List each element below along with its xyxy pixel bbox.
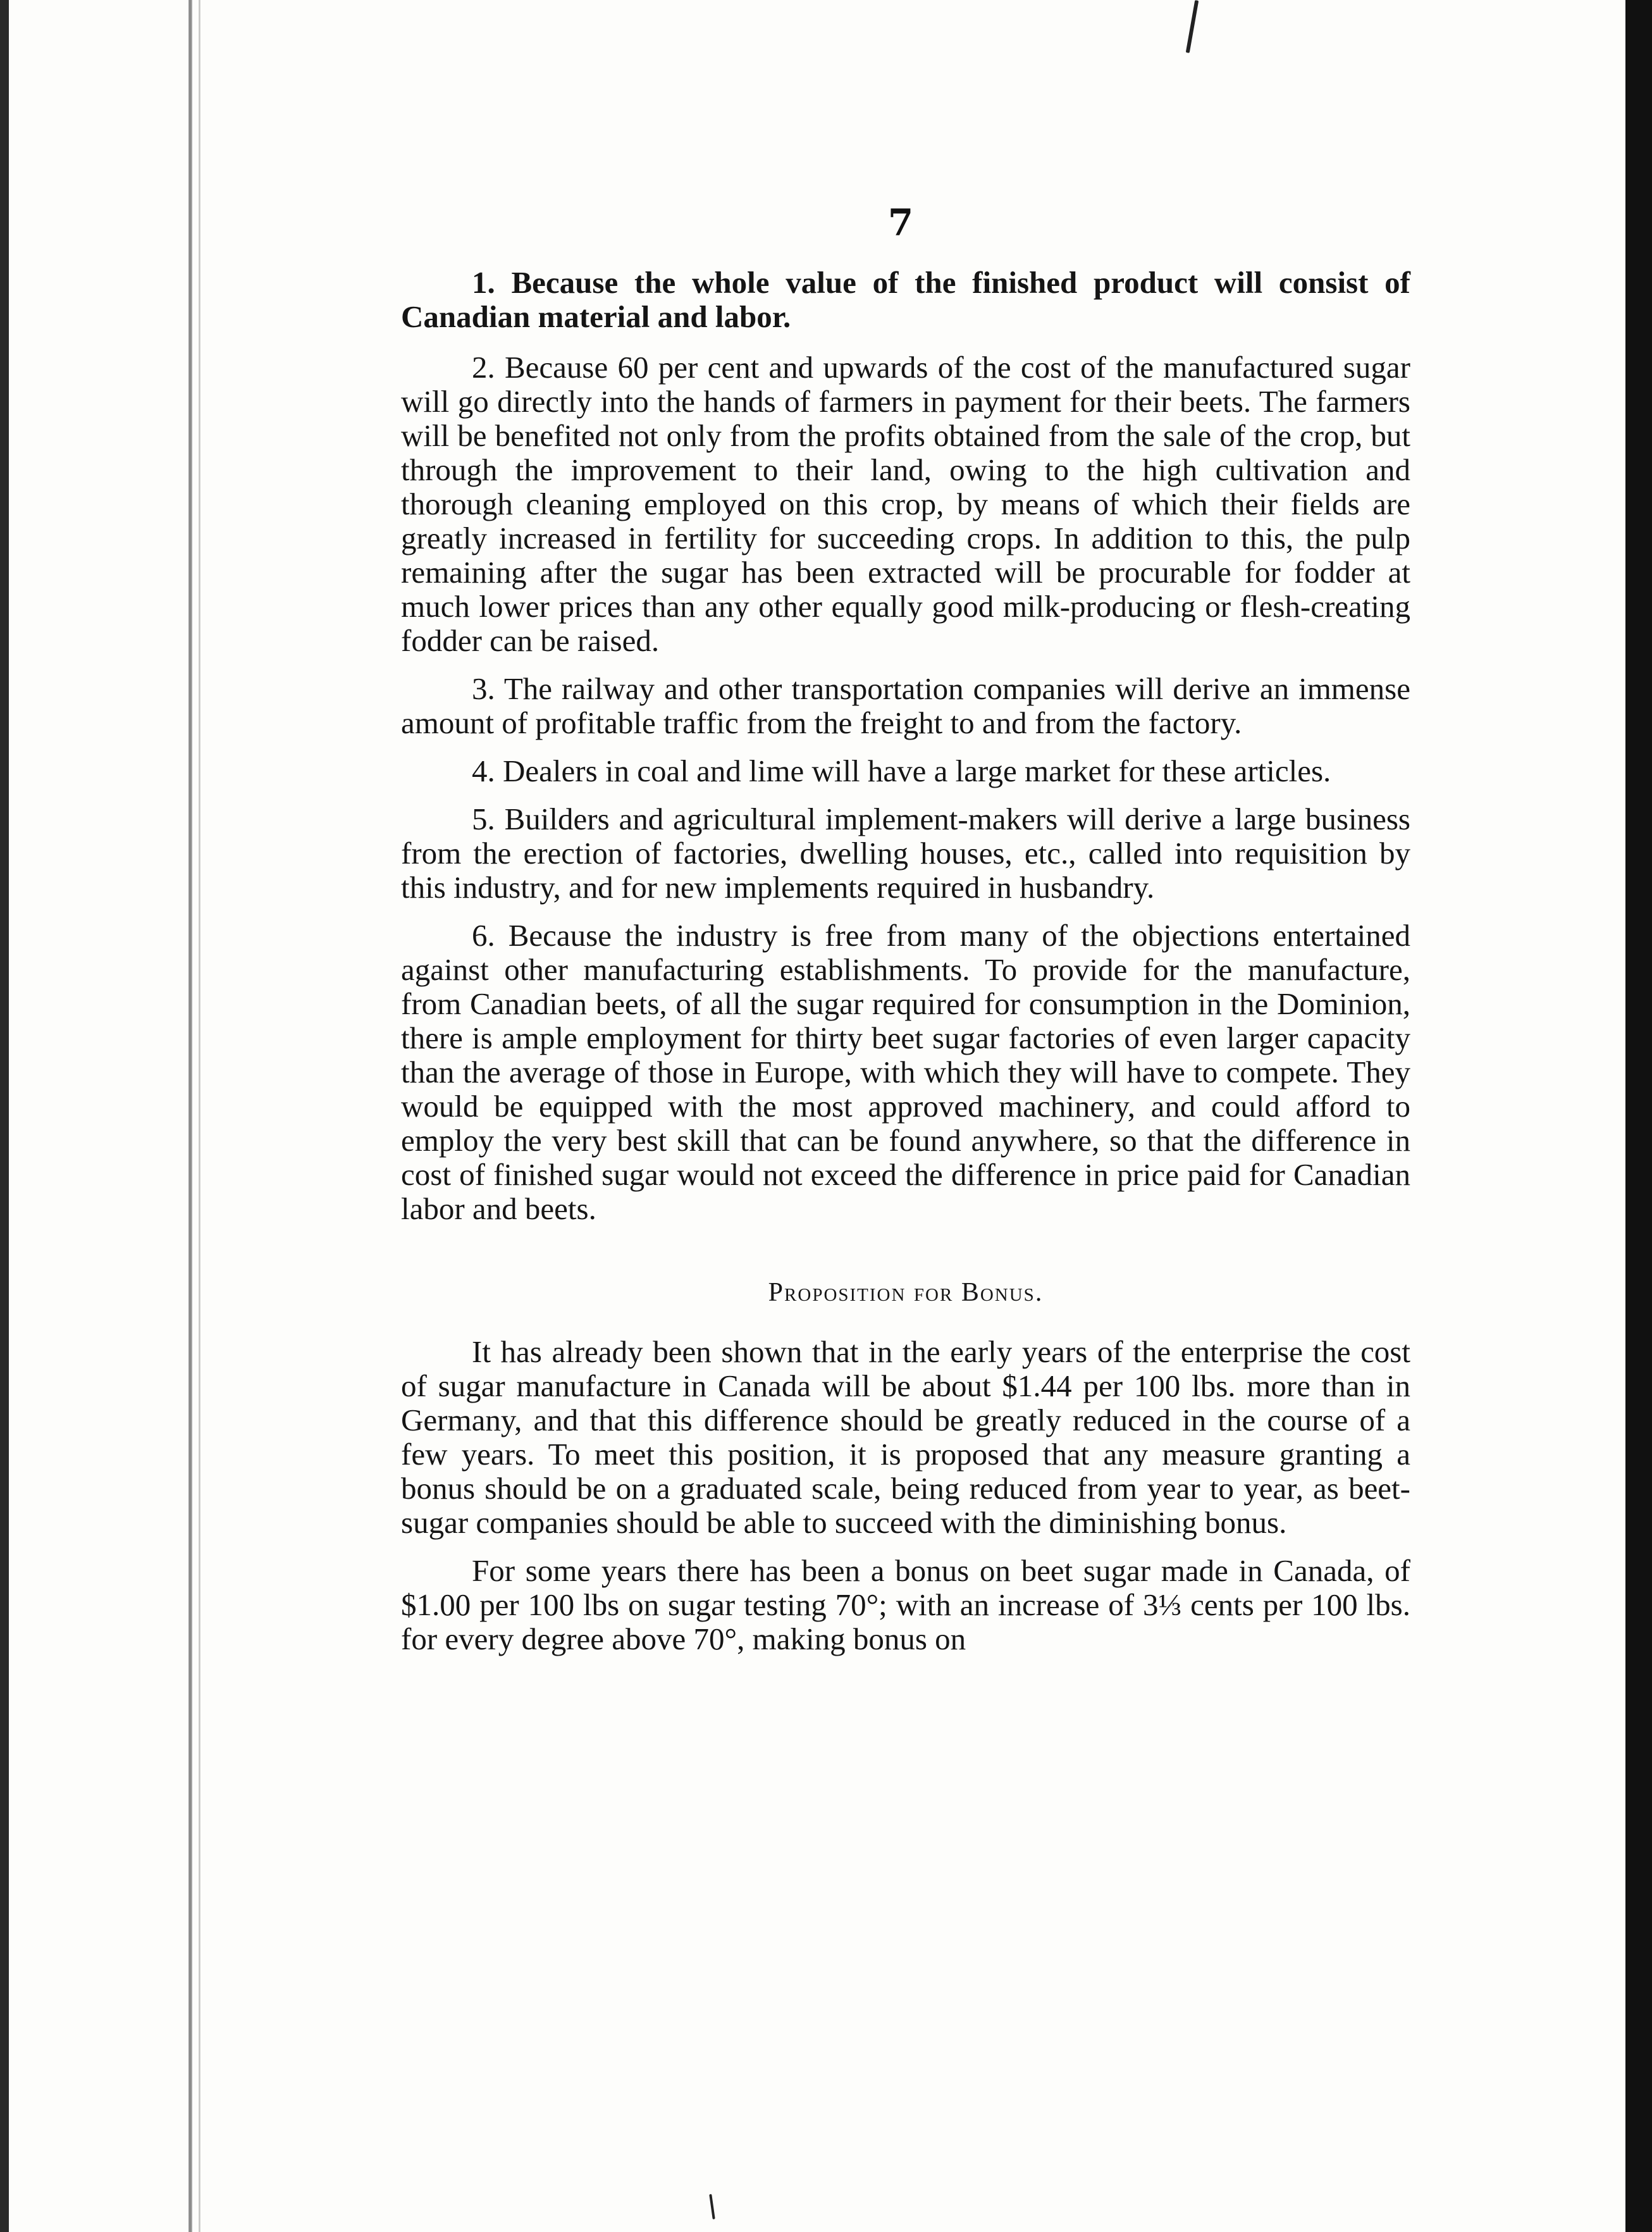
scan-border-left (0, 0, 9, 2232)
list-item-3: 3. The railway and other transportation companies will derive an immense amount of profitable traffic from the freight to and from the factory. (401, 671, 1410, 740)
page-body (401, 266, 1410, 1670)
section-heading: Proposition for Bonus. (768, 1278, 1044, 1307)
list-item-4: 4. Dealers in coal and lime will have a large market for these articles. (472, 753, 1331, 788)
page-number: 7 (887, 201, 914, 244)
binding-margin-shadow (199, 0, 200, 2232)
list-item-2: 2. Because 60 per cent and upwards of the cost of the manufactured sugar will go directly into the hands of farmers in payment for their beets. The farmers will be benefited not only from the profits obtained from the sale of the crop, but through the improvement to their land, owing to the high cultivation and thorough cleaning employed on this crop, by means of which their fields are greatly increased in fertility for succeeding crops. In addition to this, the pulp remaining after the sugar has been extracted will be procurable for fodder at much lower prices than any other equally good milk-producing or flesh-creating fodder can be raised. (401, 350, 1410, 658)
scan-scratch-mark (709, 2194, 715, 2219)
section-paragraph-2: For some years there has been a bonus on beet sugar made in Canada, of $1.00 per 100 lbs on sugar testing 70°; with an increase of 3⅓ cents per 100 lbs. for every degree above 70°, making bonus on (401, 1553, 1410, 1656)
document-page (9, 0, 1625, 2232)
list-item-5: 5. Builders and agricultural implement-makers will derive a large business from the erection of factories, dwelling houses, etc., called into requisition by this industry, and for new implements required in husbandry. (401, 802, 1410, 905)
binding-margin-line (188, 0, 192, 2232)
section-paragraph-1: It has already been shown that in the early years of the enterprise the cost of sugar manufacture in Canada will be about $1.44 per 100 lbs. more than in Germany, and that this difference should be greatly reduced in the course of a few years. To meet this position, it is proposed that any measure granting a bonus should be on a graduated scale, being reduced from year to year, as beet-sugar companies should be able to succeed with the diminishing bonus. (401, 1334, 1410, 1540)
scan-scratch-mark (1186, 0, 1199, 53)
list-item-6: 6. Because the industry is free from many of the objections entertained against other manufacturing establishments. To provide for the manufacture, from Canadian beets, of all the sugar required for consumption in the Dominion, there is ample employment for thirty beet sugar factories of even larger capacity than the average of those in Europe, with which they will have to compete. They would be equipped with the most approved machinery, and could afford to employ the very best skill that can be found anywhere, so that the difference in cost of finished sugar would not exceed the difference in price paid for Canadian labor and beets. (401, 918, 1410, 1226)
scan-border-right (1625, 0, 1652, 2232)
list-item-1: 1. Because the whole value of the finished product will consist of Canadian material and labor. (401, 265, 1410, 334)
